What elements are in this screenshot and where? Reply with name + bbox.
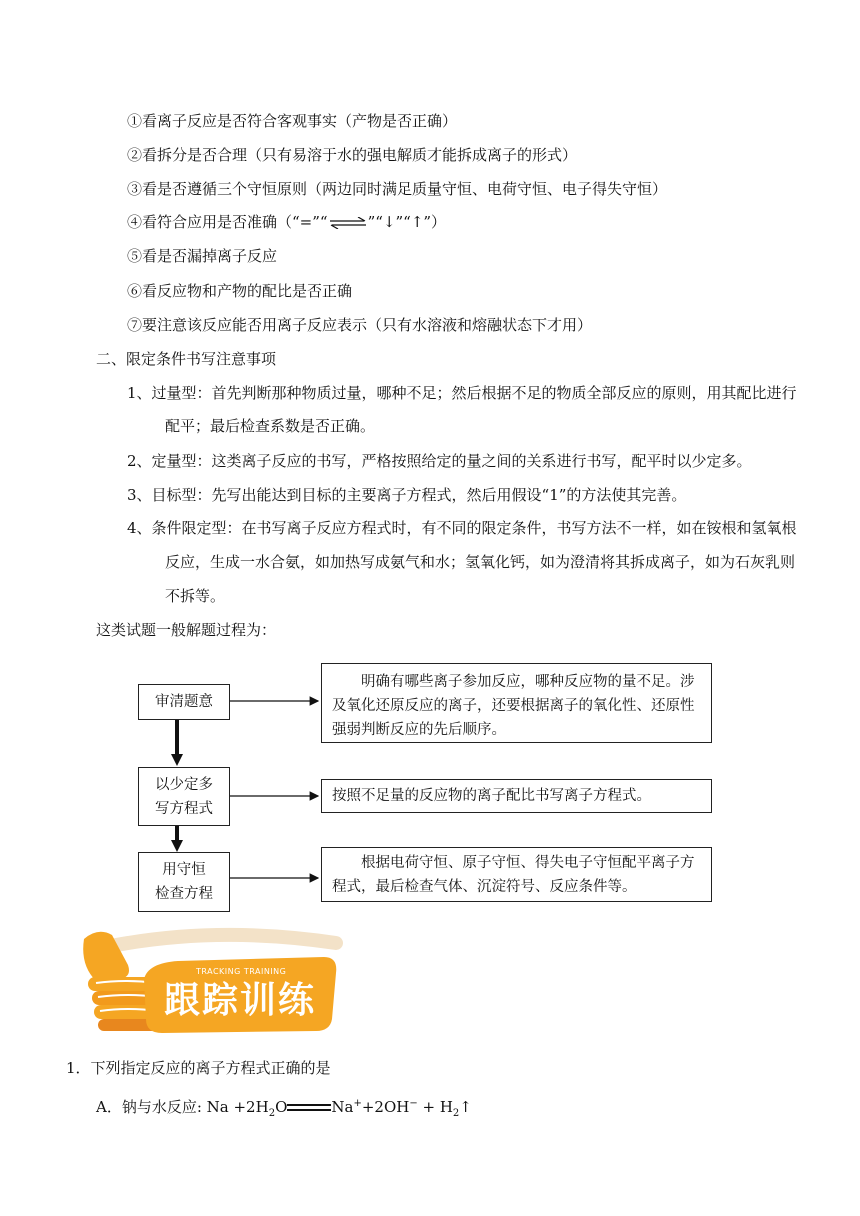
flow-step-2 [138,767,230,826]
item-4-line-1: 4、条件限定型：在书写离子反应方程式时，有不同的限定条件，书写方法不一样，如在铵根和氢氧根 [127,519,797,537]
flow-step-2-label-2: 写方程式 [155,800,213,817]
option-a-o: O [275,1098,288,1116]
option-a-h2o-sub: 2 [268,1108,276,1119]
flow-step-3-label-1: 用守恒 [162,862,206,878]
rule-4-suffix: ”“↓”“↑”） [367,213,447,231]
arrow-down-2-head [171,840,183,852]
flow-desc-1: 明确有哪些离子参加反应，哪种反应物的量不足。涉及氧化还原反应的离子，还要根据离子的氧化性、还原性强弱判断反应的先后顺序。 [321,663,712,743]
option-a-na: Na [331,1098,354,1116]
question-1-stem: 1．下列指定反应的离子方程式正确的是 [66,1059,331,1077]
flow-step-3-label-2: 检查方程 [155,886,213,902]
banner-small-text: TRACKING TRAINING [196,967,287,976]
rule-3: ③看是否遵循三个守恒原则（两边同时满足质量守恒、电荷守恒、电子得失守恒） [127,180,668,198]
flow-desc-2: 按照不足量的反应物的离子配比书写离子方程式。 [321,779,712,813]
tracking-training-banner [66,925,348,1037]
flow-step-2-label-1: 以少定多 [155,776,213,793]
item-2: 2、定量型：这类离子反应的书写，严格按照给定的量之间的关系进行书写，配平时以少定多。 [127,452,752,470]
rule-1: ①看离子反应是否符合客观事实（产物是否正确） [127,112,458,130]
option-a-h2-sub: 2 [452,1108,460,1119]
flow-desc-3: 根据电荷守恒、原子守恒、得失电子守恒配平离子方程式，最后检查气体、沉淀符号、反应条件等。 [321,847,712,902]
flow-step-1-label: 审清题意 [155,694,213,710]
arrow-down-1-head [171,754,183,766]
option-a-h2-prefix: + H [417,1098,453,1116]
rule-5: ⑤看是否漏掉离子反应 [127,247,278,265]
item-1-line-1: 1、过量型：首先判断那种物质过量，哪种不足；然后根据不足的物质全部反应的原则，用其配比进行 [127,384,797,402]
item-4-line-3: 不拆等。 [165,587,226,605]
banner-title: 跟踪训练 [164,980,317,1021]
rule-2: ②看拆分是否合理（只有易溶于水的强电解质才能拆成离子的形式） [127,146,578,164]
rule-7: ⑦要注意该反应能否用离子反应表示（只有水溶液和熔融状态下才用） [127,316,593,334]
item-3: 3、目标型：先写出能达到目标的主要离子方程式，然后用假设“1”的方法使其完善。 [127,486,687,504]
option-a-oh: +2OH [361,1098,410,1116]
item-4-line-2: 反应，生成一水合氨，如加热写成氨气和水；氢氧化钙，如为澄清将其拆成离子，如为石灰乳则 [165,553,796,571]
item-1-line-2: 配平；最后检查系数是否正确。 [165,417,376,435]
gas-up-arrow: ↑ [459,1098,472,1116]
equals-sign-icon [287,1103,331,1113]
section-heading: 二、限定条件书写注意事项 [96,350,277,368]
question-1-option-a [96,1093,472,1125]
rule-4-prefix: ④看符合应用是否准确（“=”“ [127,213,328,231]
option-a-prefix: A．钠与水反应: Na +2H [96,1098,269,1116]
rule-6: ⑥看反应物和产物的配比是否正确 [127,282,353,300]
option-a-plus-sup: + [353,1098,362,1109]
flow-step-3 [138,852,230,912]
process-intro: 这类试题一般解题过程为： [96,621,277,639]
flow-step-1 [138,684,230,720]
option-a-minus-sup: − [409,1098,418,1109]
